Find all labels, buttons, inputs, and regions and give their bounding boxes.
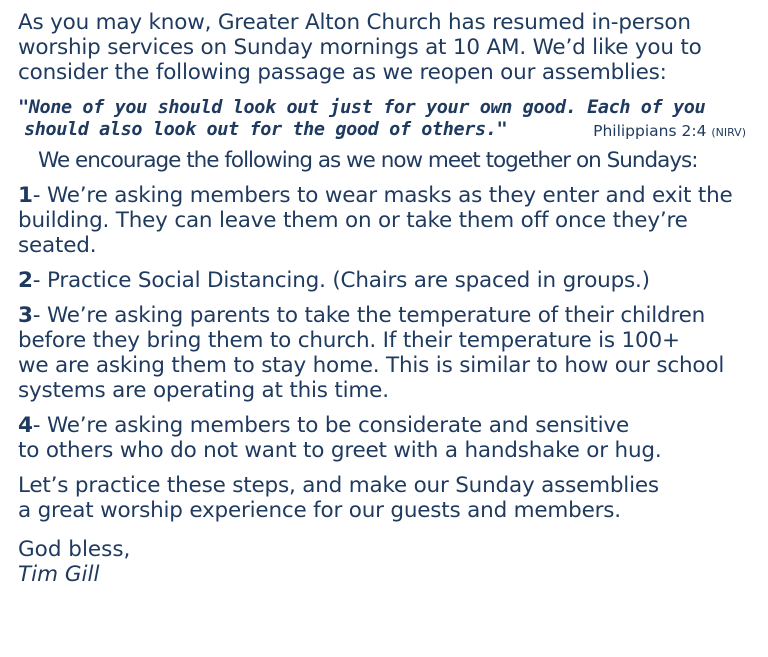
closing-line: Let’s practice these steps, and make our Sunday assemblies [18,473,659,498]
item-line: to others who do not want to greet with a handshake or hug. [18,438,662,463]
reference-text: Philippians 2:4 [593,122,707,140]
item-line: we are asking them to stay home. This is similar to how our school [18,353,725,378]
intro-paragraph [18,10,752,85]
item-line: building. They can leave them on or take them off once they’re [18,208,688,233]
encourage-heading: We encourage the following as we now meet together on Sundays: [38,148,698,173]
item-number: 1 [18,183,33,208]
item-line: - We’re asking members to be considerate and sensitive [32,413,629,438]
signature-greeting: God bless, [18,537,131,562]
item-line: seated. [18,233,97,258]
signature-name: Tim Gill [18,562,100,587]
item-number: 2 [18,268,33,293]
item-line: - Practice Social Distancing. (Chairs are spaced in groups.) [32,268,650,293]
guideline-item-2 [18,268,752,293]
quote-line: should also look out for the good of others." [24,119,508,140]
scripture-quote [18,97,752,141]
closing-line: a great worship experience for our guests and members. [18,498,621,523]
guideline-item-3 [18,303,752,403]
closing-paragraph [18,473,752,523]
item-line: before they bring them to church. If their temperature is 100+ [18,328,680,353]
quote-reference [593,122,746,140]
intro-line: As you may know, Greater Alton Church has resumed in-person [18,10,691,35]
quote-line: "None of you should look out just for your own good. Each of you [18,97,706,118]
item-line: - We’re asking members to wear masks as they enter and exit the [32,183,733,208]
item-number: 4 [18,413,33,438]
guideline-item-1 [18,183,752,258]
signature [18,537,752,587]
item-number: 3 [18,303,33,328]
item-line: systems are operating at this time. [18,378,389,403]
item-line: - We’re asking parents to take the temperature of their children [32,303,706,328]
intro-line: worship services on Sunday mornings at 10 AM. We’d like you to [18,35,702,60]
intro-line: consider the following passage as we reopen our assemblies: [18,60,667,85]
guideline-item-4 [18,413,752,463]
reference-version: (NIRV) [711,126,746,139]
